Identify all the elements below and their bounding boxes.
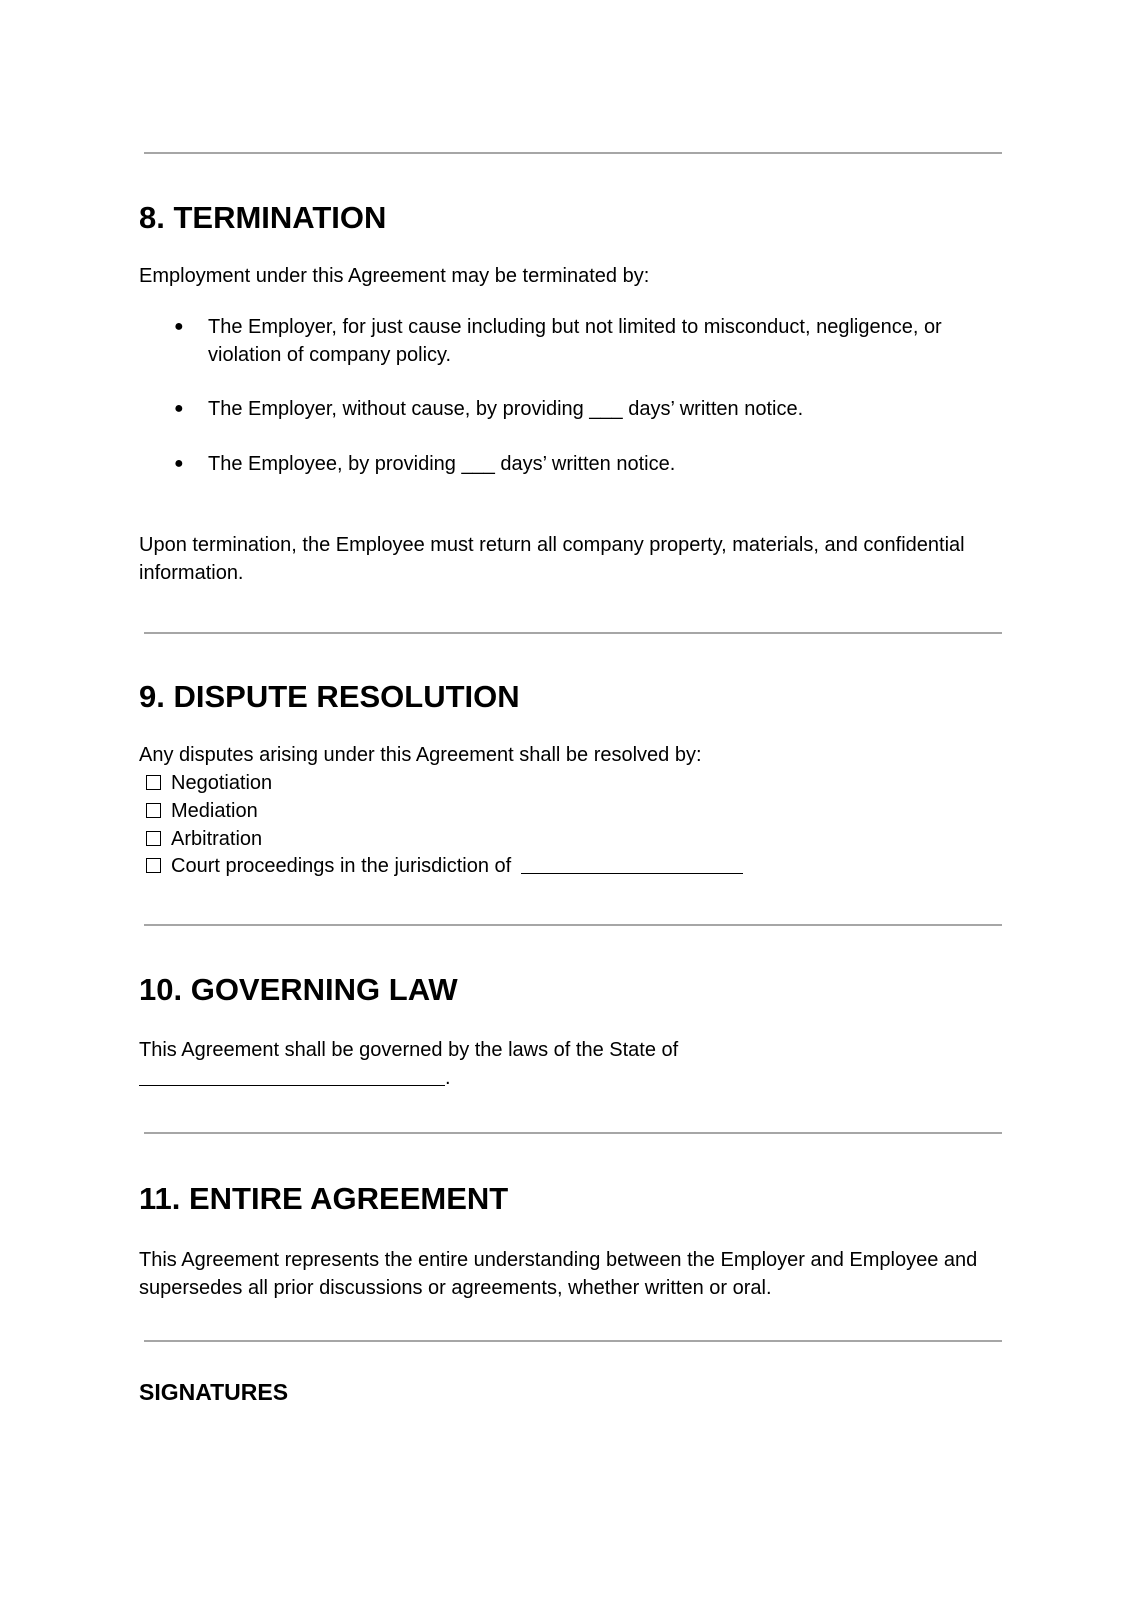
option-mediation[interactable]: [146, 797, 258, 825]
option-arbitration[interactable]: [146, 825, 262, 853]
divider: [144, 1132, 1002, 1134]
list-item: [174, 313, 1004, 369]
section-title-signatures: SIGNATURES: [139, 1379, 289, 1405]
list-item: [174, 395, 1004, 423]
divider: [144, 152, 1002, 154]
jurisdiction-blank[interactable]: [521, 855, 743, 874]
list-item-text: The Employer, for just cause including but not limited to misconduct, negligence, or violation of company policy.: [208, 316, 942, 366]
state-blank[interactable]: [139, 1067, 445, 1086]
option-negotiation[interactable]: [146, 769, 272, 797]
termination-closing: Upon termination, the Employee must return all company property, materials, and confidential information.: [139, 534, 965, 584]
section-title-termination: 8. TERMINATION: [139, 200, 387, 235]
termination-intro: Employment under this Agreement may be terminated by:: [139, 265, 650, 287]
entire-agreement-text: This Agreement represents the entire understanding between the Employer and Employee and supersedes all prior discussions or agreements, whether written or oral.: [139, 1249, 978, 1299]
option-label: Mediation: [171, 800, 258, 822]
list-item-text: The Employer, without cause, by providing ___ days’ written notice.: [208, 398, 804, 420]
option-label: Negotiation: [171, 772, 273, 794]
section-title-entire-agreement: 11. ENTIRE AGREEMENT: [139, 1181, 509, 1216]
section-title-governing-law: 10. GOVERNING LAW: [139, 972, 458, 1007]
divider: [144, 924, 1002, 926]
option-label: Court proceedings in the jurisdiction of: [171, 855, 512, 877]
divider: [144, 1340, 1002, 1342]
checkbox-icon[interactable]: [146, 775, 161, 790]
option-label: Arbitration: [171, 828, 263, 850]
state-blank-suffix: .: [445, 1067, 451, 1089]
checkbox-icon[interactable]: [146, 803, 161, 818]
divider: [144, 632, 1002, 634]
governing-law-text: This Agreement shall be governed by the laws of the State of: [139, 1039, 679, 1061]
checkbox-icon[interactable]: [146, 858, 161, 873]
option-court-proceedings[interactable]: [146, 852, 743, 880]
bullet-icon: ●: [174, 318, 184, 335]
state-blank-line: [139, 1064, 999, 1092]
bullet-icon: ●: [174, 455, 184, 472]
section-title-dispute-resolution: 9. DISPUTE RESOLUTION: [139, 679, 520, 714]
dispute-intro: Any disputes arising under this Agreement shall be resolved by:: [139, 744, 702, 766]
list-item: [174, 450, 1004, 478]
bullet-icon: ●: [174, 400, 184, 417]
checkbox-icon[interactable]: [146, 831, 161, 846]
list-item-text: The Employee, by providing ___ days’ written notice.: [208, 453, 676, 475]
